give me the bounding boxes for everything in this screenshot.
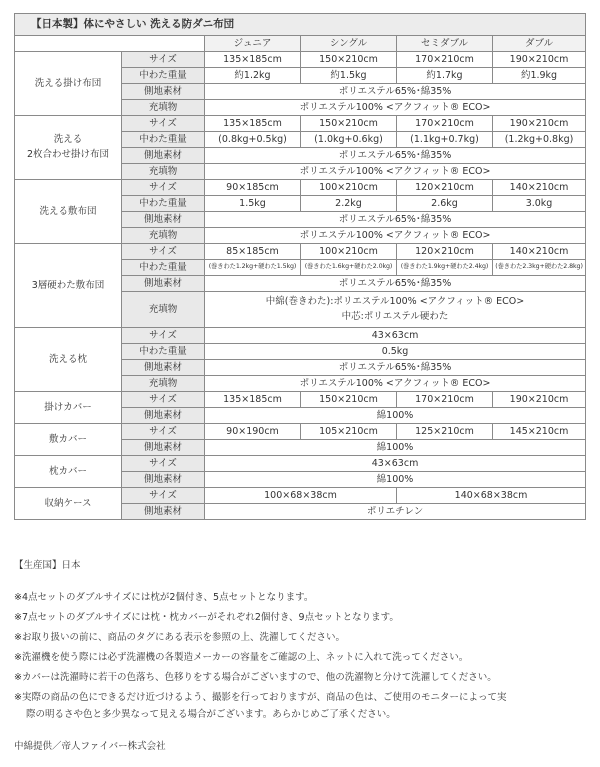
attr-filling: 充填物 <box>122 376 205 392</box>
attr-size: サイズ <box>122 424 205 440</box>
attr-size: サイズ <box>122 52 205 68</box>
category-katawata: 3層硬わた敷布団 <box>15 244 122 328</box>
col-double: ダブル <box>493 36 586 52</box>
category-awase-line1: 洗える <box>53 134 83 146</box>
cell-weight: (1.0kg+0.6kg) <box>301 132 397 148</box>
cell-size: 150×210cm <box>301 52 397 68</box>
cell-fabric: ポリエチレン <box>205 504 586 520</box>
category-pillowcover: 枕カバー <box>15 456 122 488</box>
attr-filling-weight: 中わた重量 <box>122 132 205 148</box>
attr-filling: 充填物 <box>122 292 205 328</box>
col-single: シングル <box>301 36 397 52</box>
table-row <box>15 328 586 344</box>
attr-fabric: 側地素材 <box>122 212 205 228</box>
col-junior: ジュニア <box>205 36 301 52</box>
cell-size: 140×210cm <box>493 180 586 196</box>
cell-weight: 約1.2kg <box>205 68 301 84</box>
cell-fabric: ポリエステル65%･綿35% <box>205 84 586 100</box>
attr-fabric: 側地素材 <box>122 504 205 520</box>
table-row <box>15 52 586 68</box>
attr-filling: 充填物 <box>122 164 205 180</box>
cell-fabric: 綿100% <box>205 472 586 488</box>
attr-fabric: 側地素材 <box>122 408 205 424</box>
attr-filling-weight: 中わた重量 <box>122 196 205 212</box>
category-awase-line2: 2枚合わせ掛け布団 <box>26 148 110 160</box>
spec-table <box>14 13 586 520</box>
note-5: ※カバーは洗濯時に若干の色落ち、色移りをする場合がございますので、他の洗濯物と分けて洗濯してください。 <box>14 672 497 683</box>
note-1: ※4点セットのダブルサイズには枕が2個付き、5点セットとなります。 <box>14 592 314 603</box>
filling-core: 中芯:ポリエステル硬わた <box>341 310 449 322</box>
attr-size: サイズ <box>122 488 205 504</box>
cell-size: 85×185cm <box>205 244 301 260</box>
cell-filling: ポリエステル100% <アクフィット® ECO> <box>205 164 586 180</box>
cell-weight: 約1.5kg <box>301 68 397 84</box>
cell-weight: 3.0kg <box>493 196 586 212</box>
cell-size: 100×68×38cm <box>205 488 397 504</box>
cell-fabric: ポリエステル65%･綿35% <box>205 148 586 164</box>
attr-fabric: 側地素材 <box>122 472 205 488</box>
cell-fabric: ポリエステル65%･綿35% <box>205 360 586 376</box>
cell-size: 190×210cm <box>493 116 586 132</box>
cell-size: 135×185cm <box>205 116 301 132</box>
cell-size: 120×210cm <box>397 180 493 196</box>
cell-size: 90×190cm <box>205 424 301 440</box>
cell-size: 145×210cm <box>493 424 586 440</box>
cell-size: 140×68×38cm <box>397 488 586 504</box>
attr-size: サイズ <box>122 180 205 196</box>
table-title-row <box>15 14 586 36</box>
cell-size: 170×210cm <box>397 116 493 132</box>
cell-filling <box>205 292 586 328</box>
cell-weight: (巻きわた1.2kg+硬わた1.5kg) <box>205 260 301 276</box>
cell-fabric: ポリエステル65%･綿35% <box>205 212 586 228</box>
cell-size: 43×63cm <box>205 456 586 472</box>
table-row <box>15 392 586 408</box>
category-storage: 収納ケース <box>15 488 122 520</box>
header-row <box>15 36 586 52</box>
cell-fabric: ポリエステル65%･綿35% <box>205 276 586 292</box>
cell-weight: 約1.9kg <box>493 68 586 84</box>
attr-filling-weight: 中わた重量 <box>122 344 205 360</box>
table-row <box>15 488 586 504</box>
cell-weight: (1.2kg+0.8kg) <box>493 132 586 148</box>
cell-weight: 1.5kg <box>205 196 301 212</box>
attr-fabric: 側地素材 <box>122 276 205 292</box>
table-row <box>15 424 586 440</box>
cell-size: 125×210cm <box>397 424 493 440</box>
attr-fabric: 側地素材 <box>122 360 205 376</box>
attr-size: サイズ <box>122 328 205 344</box>
cell-weight: (巻きわた1.6kg+硬わた2.0kg) <box>301 260 397 276</box>
note-6-line2: 際の明るさや色と多少異なって見える場合がございます。あらかじめご了承ください。 <box>26 709 396 720</box>
cell-size: 135×185cm <box>205 52 301 68</box>
cell-size: 170×210cm <box>397 392 493 408</box>
cell-size: 105×210cm <box>301 424 397 440</box>
cell-size: 170×210cm <box>397 52 493 68</box>
category-shikicover: 敷カバー <box>15 424 122 456</box>
attr-fabric: 側地素材 <box>122 84 205 100</box>
attr-filling: 充填物 <box>122 228 205 244</box>
cell-size: 190×210cm <box>493 392 586 408</box>
cell-weight: 2.2kg <box>301 196 397 212</box>
note-2: ※7点セットのダブルサイズには枕・枕カバーがそれぞれ2個付き、9点セットとなります。 <box>14 612 399 623</box>
cell-weight: (巻きわた2.3kg+硬わた2.8kg) <box>493 260 586 276</box>
cell-size: 120×210cm <box>397 244 493 260</box>
cell-size: 140×210cm <box>493 244 586 260</box>
cell-size: 150×210cm <box>301 392 397 408</box>
cell-size: 90×185cm <box>205 180 301 196</box>
note-4: ※洗濯機を使う際には必ず洗濯機の各製造メーカーの容量をご確認の上、ネットに入れて洗ってください。 <box>14 652 469 663</box>
attr-fabric: 側地素材 <box>122 440 205 456</box>
attr-filling-weight: 中わた重量 <box>122 68 205 84</box>
header-blank <box>15 36 205 52</box>
table-row <box>15 244 586 260</box>
table-title: 【日本製】体にやさしい 洗える防ダニ布団 <box>15 14 586 36</box>
cell-weight: (1.1kg+0.7kg) <box>397 132 493 148</box>
supplier-text: 中綿提供／帝人ファイバー株式会社 <box>14 741 166 752</box>
filling-core-wrap: 中綿(巻きわた):ポリエステル100% <アクフィット® ECO> <box>265 296 525 308</box>
category-pillow: 洗える枕 <box>15 328 122 392</box>
attr-size: サイズ <box>122 392 205 408</box>
attr-filling-weight: 中わた重量 <box>122 260 205 276</box>
category-awase <box>15 116 122 180</box>
cell-size: 43×63cm <box>205 328 586 344</box>
table-row <box>15 180 586 196</box>
note-6-line1: ※実際の商品の色にできるだけ近づけるよう、撮影を行っておりますが、商品の色は、ご使用のモニターによって実 <box>14 692 507 703</box>
cell-size: 150×210cm <box>301 116 397 132</box>
attr-size: サイズ <box>122 116 205 132</box>
cell-size: 190×210cm <box>493 52 586 68</box>
attr-filling: 充填物 <box>122 100 205 116</box>
cell-fabric: 綿100% <box>205 440 586 456</box>
cell-filling: ポリエステル100% <アクフィット® ECO> <box>205 228 586 244</box>
col-semidouble: セミダブル <box>397 36 493 52</box>
cell-fabric: 綿100% <box>205 408 586 424</box>
cell-weight: (0.8kg+0.5kg) <box>205 132 301 148</box>
attr-size: サイズ <box>122 244 205 260</box>
note-3: ※お取り扱いの前に、商品のタグにある表示を参照の上、洗濯してください。 <box>14 632 345 643</box>
category-kakecover: 掛けカバー <box>15 392 122 424</box>
cell-size: 135×185cm <box>205 392 301 408</box>
origin-text: 【生産国】日本 <box>14 560 81 571</box>
attr-size: サイズ <box>122 456 205 472</box>
spec-table-wrapper <box>14 13 585 520</box>
cell-size: 100×210cm <box>301 244 397 260</box>
cell-weight: (巻きわた1.9kg+硬わた2.4kg) <box>397 260 493 276</box>
category-kakebuton: 洗える掛け布団 <box>15 52 122 116</box>
cell-filling: ポリエステル100% <アクフィット® ECO> <box>205 376 586 392</box>
cell-weight: 0.5kg <box>205 344 586 360</box>
category-shikibuton: 洗える敷布団 <box>15 180 122 244</box>
cell-weight: 2.6kg <box>397 196 493 212</box>
cell-weight: 約1.7kg <box>397 68 493 84</box>
table-row <box>15 456 586 472</box>
attr-fabric: 側地素材 <box>122 148 205 164</box>
cell-filling: ポリエステル100% <アクフィット® ECO> <box>205 100 586 116</box>
cell-size: 100×210cm <box>301 180 397 196</box>
table-row <box>15 116 586 132</box>
